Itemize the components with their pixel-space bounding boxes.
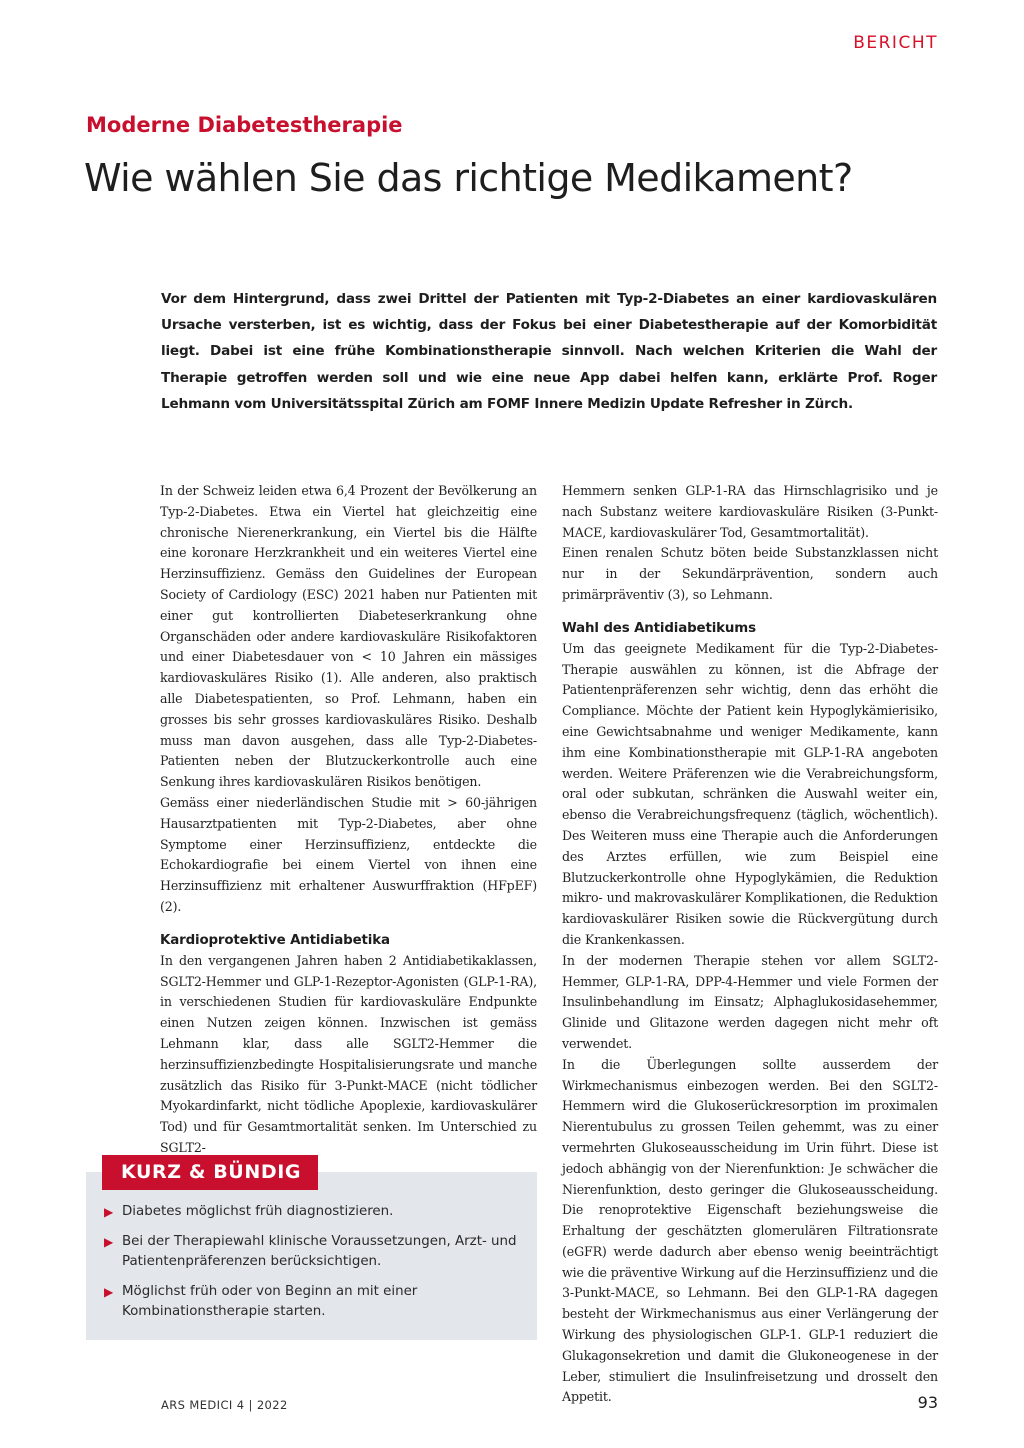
left-column: [160, 481, 537, 1159]
summary-item: [104, 1282, 524, 1323]
summary-box-title: KURZ & BÜNDIG: [102, 1155, 318, 1190]
body-paragraph: In den vergangenen Jahren haben 2 Antidiabetikaklassen, SGLT2-Hemmer und GLP-1-Rezeptor-Agonisten (GLP-1-RA), in verschiedenen Studien für kardiovaskuläre Endpunkte einen Nutzen zeigen können. Inzwischen ist gemäss Lehmann klar, dass alle SGLT2-Hemmer die herzinsuffizienzbedingte Hospitalisierungsrate und manche zusätzlich das Risiko für 3-Punkt-MACE (nicht tödlicher Myokardinfarkt, nicht tödliche Apoplexie, kardiovaskulärer Tod) und für Gesamtmortalität senken. Im Unterschied zu SGLT2-: [160, 952, 537, 1155]
triangle-right-icon: ▶: [104, 1234, 114, 1249]
body-paragraph: Gemäss einer niederländischen Studie mit > 60-jährigen Hausarztpatienten mit Typ-2-Diabetes, aber ohne Symptome einer Herzinsuffizienz, entdeckte die Echokardiografie bei einem Viertel von ihnen eine Herzinsuffizienz mit erhaltener Auswurffraktion (HFpEF) (2).: [160, 794, 537, 914]
article-kicker: Moderne Diabetestherapie: [86, 113, 403, 137]
body-paragraph: In die Überlegungen sollte ausserdem der Wirkmechanismus einbezogen werden. Bei den SGLT2-Hemmern wird die Glukoserückresorption im proximalen Nierentubulus zu grossen Teilen gehemmt, was zu einer vermehrten Glukoseausscheidung im Urin führt. Diese ist jedoch abhängig von der Nierenfunktion: Je schwächer die Nierenfunktion, desto geringer die Glukoseausscheidung. Die renoprotektive Eigenschaft beziehungsweise die Erhaltung der geschätzten glomerulären Filtrationsrate (eGFR) werde dadurch aber ebenso wenig beeinträchtigt wie die präventive Wirkung auf die Herzinsuffizienz und die 3-Punkt-MACE, so Lehmann. Bei den GLP-1-RA dagegen besteht der Wirkmechanismus aus einer Verlängerung der Wirkung des physiologischen GLP-1. GLP-1 reduziert die Glukagonsekretion und damit die Glukoneogenese in der Leber, stimuliert die Insulinfreisetzung und drosselt den Appetit.: [562, 1056, 938, 1405]
body-paragraph: Einen renalen Schutz böten beide Substanzklassen nicht nur in der Sekundärprävention, sondern auch primärpräventiv (3), so Lehmann.: [562, 545, 938, 602]
right-column: [562, 481, 938, 1408]
page-number: 93: [917, 1393, 938, 1412]
summary-item: [104, 1202, 524, 1223]
summary-list: [104, 1202, 524, 1332]
summary-item-text: Möglichst früh oder von Beginn an mit einer Kombinationstherapie starten.: [122, 1283, 418, 1319]
article-title: Wie wählen Sie das richtige Medikament?: [84, 156, 853, 200]
body-paragraph: In der Schweiz leiden etwa 6,4 Prozent der Bevölkerung an Typ-2-Diabetes. Etwa ein Viertel hat gleichzeitig eine chronische Nierenerkrankung, ein Viertel bis die Hälfte eine koronare Herzkrankheit und ein weiteres Viertel eine Herzinsuffizienz. Gemäss den Guidelines der European Society of Cardiology (ESC) 2021 haben nur Patienten mit einer gut kontrollierten Diabeteserkrankung ohne Organschäden oder andere kardiovaskuläre Risikofaktoren und einer Diabetesdauer von < 10 Jahren ein mässiges kardiovaskuläres Risiko (1). Alle anderen, also praktisch alle Diabetespatienten, so Prof. Lehmann, haben ein grosses bis sehr grosses kardiovaskuläres Risiko. Deshalb muss man davon ausgehen, dass alle Typ-2-Diabetes-Patienten neben der Blutzuckerkontrolle auch eine Senkung ihres kardiovaskulären Risikos benötigen.: [160, 483, 537, 790]
body-paragraph: Um das geeignete Medikament für die Typ-2-Diabetes-Therapie auswählen zu können, ist die Abfrage der Patientenpräferenzen sehr wichtig, denn das erhöht die Compliance. Möchte der Patient kein Hypoglykämierisiko, eine Gewichtsabnahme und weniger Medikamente, kann ihm eine Kombinationstherapie mit GLP-1-RA angeboten werden. Weitere Präferenzen wie die Verabreichungsform, oral oder subkutan, schränken die Auswahl weiter ein, ebenso die Verabreichungsfrequenz (täglich, wöchentlich). Des Weiteren muss eine Therapie auch die Anforderungen des Arztes erfüllen, wie zum Beispiel eine Blutzuckerkontrolle ohne Hypoglykämien, die Reduktion mikro- und makrovaskulärer Komplikationen, die Reduktion kardiovaskulärer Risiken sowie die Rückvergütung durch die Krankenkassen.: [562, 640, 938, 947]
summary-box: [86, 1172, 537, 1340]
triangle-right-icon: ▶: [104, 1205, 114, 1219]
summary-item-text: Bei der Therapiewahl klinische Voraussetzungen, Arzt- und Patientenpräferenzen berücksichtigen.: [122, 1233, 517, 1269]
body-paragraph: Hemmern senken GLP-1-RA das Hirnschlagrisiko und je nach Substanz weitere kardiovaskuläre Risiken (3-Punkt-MACE, kardiovaskulärer Tod, Gesamtmortalität).: [562, 483, 938, 540]
journal-issue: ARS MEDICI 4 | 2022: [161, 1398, 288, 1412]
body-paragraph: In der modernen Therapie stehen vor allem SGLT2-Hemmer, GLP-1-RA, DPP-4-Hemmer und viele Formen der Insulinbehandlung im Einsatz; Alphaglukosidasehemmer, Glinide und Glitazone werden dagegen nicht mehr oft verwendet.: [562, 952, 938, 1051]
lead-paragraph: Vor dem Hintergrund, dass zwei Drittel der Patienten mit Typ-2-Diabetes an einer kardiovaskulären Ursache versterben, ist es wichtig, dass der Fokus bei einer Diabetestherapie auf der Komorbidität liegt. Dabei ist eine frühe Kombinationstherapie sinnvoll. Nach welchen Kriterien die Wahl der Therapie getroffen werden soll und wie eine neue App dabei helfen kann, erklärte Prof. Roger Lehmann vom Universitätsspital Zürich am FOMF Innere Medizin Update Refresher in Zürch.: [161, 291, 937, 412]
section-label: BERICHT: [853, 33, 938, 53]
subheading: Wahl des Antidiabetikums: [562, 620, 756, 636]
summary-item-text: Diabetes möglichst früh diagnostizieren.: [122, 1204, 394, 1219]
summary-item: [104, 1232, 524, 1273]
triangle-right-icon: ▶: [104, 1284, 114, 1299]
subheading: Kardioprotektive Antidiabetika: [160, 932, 390, 948]
